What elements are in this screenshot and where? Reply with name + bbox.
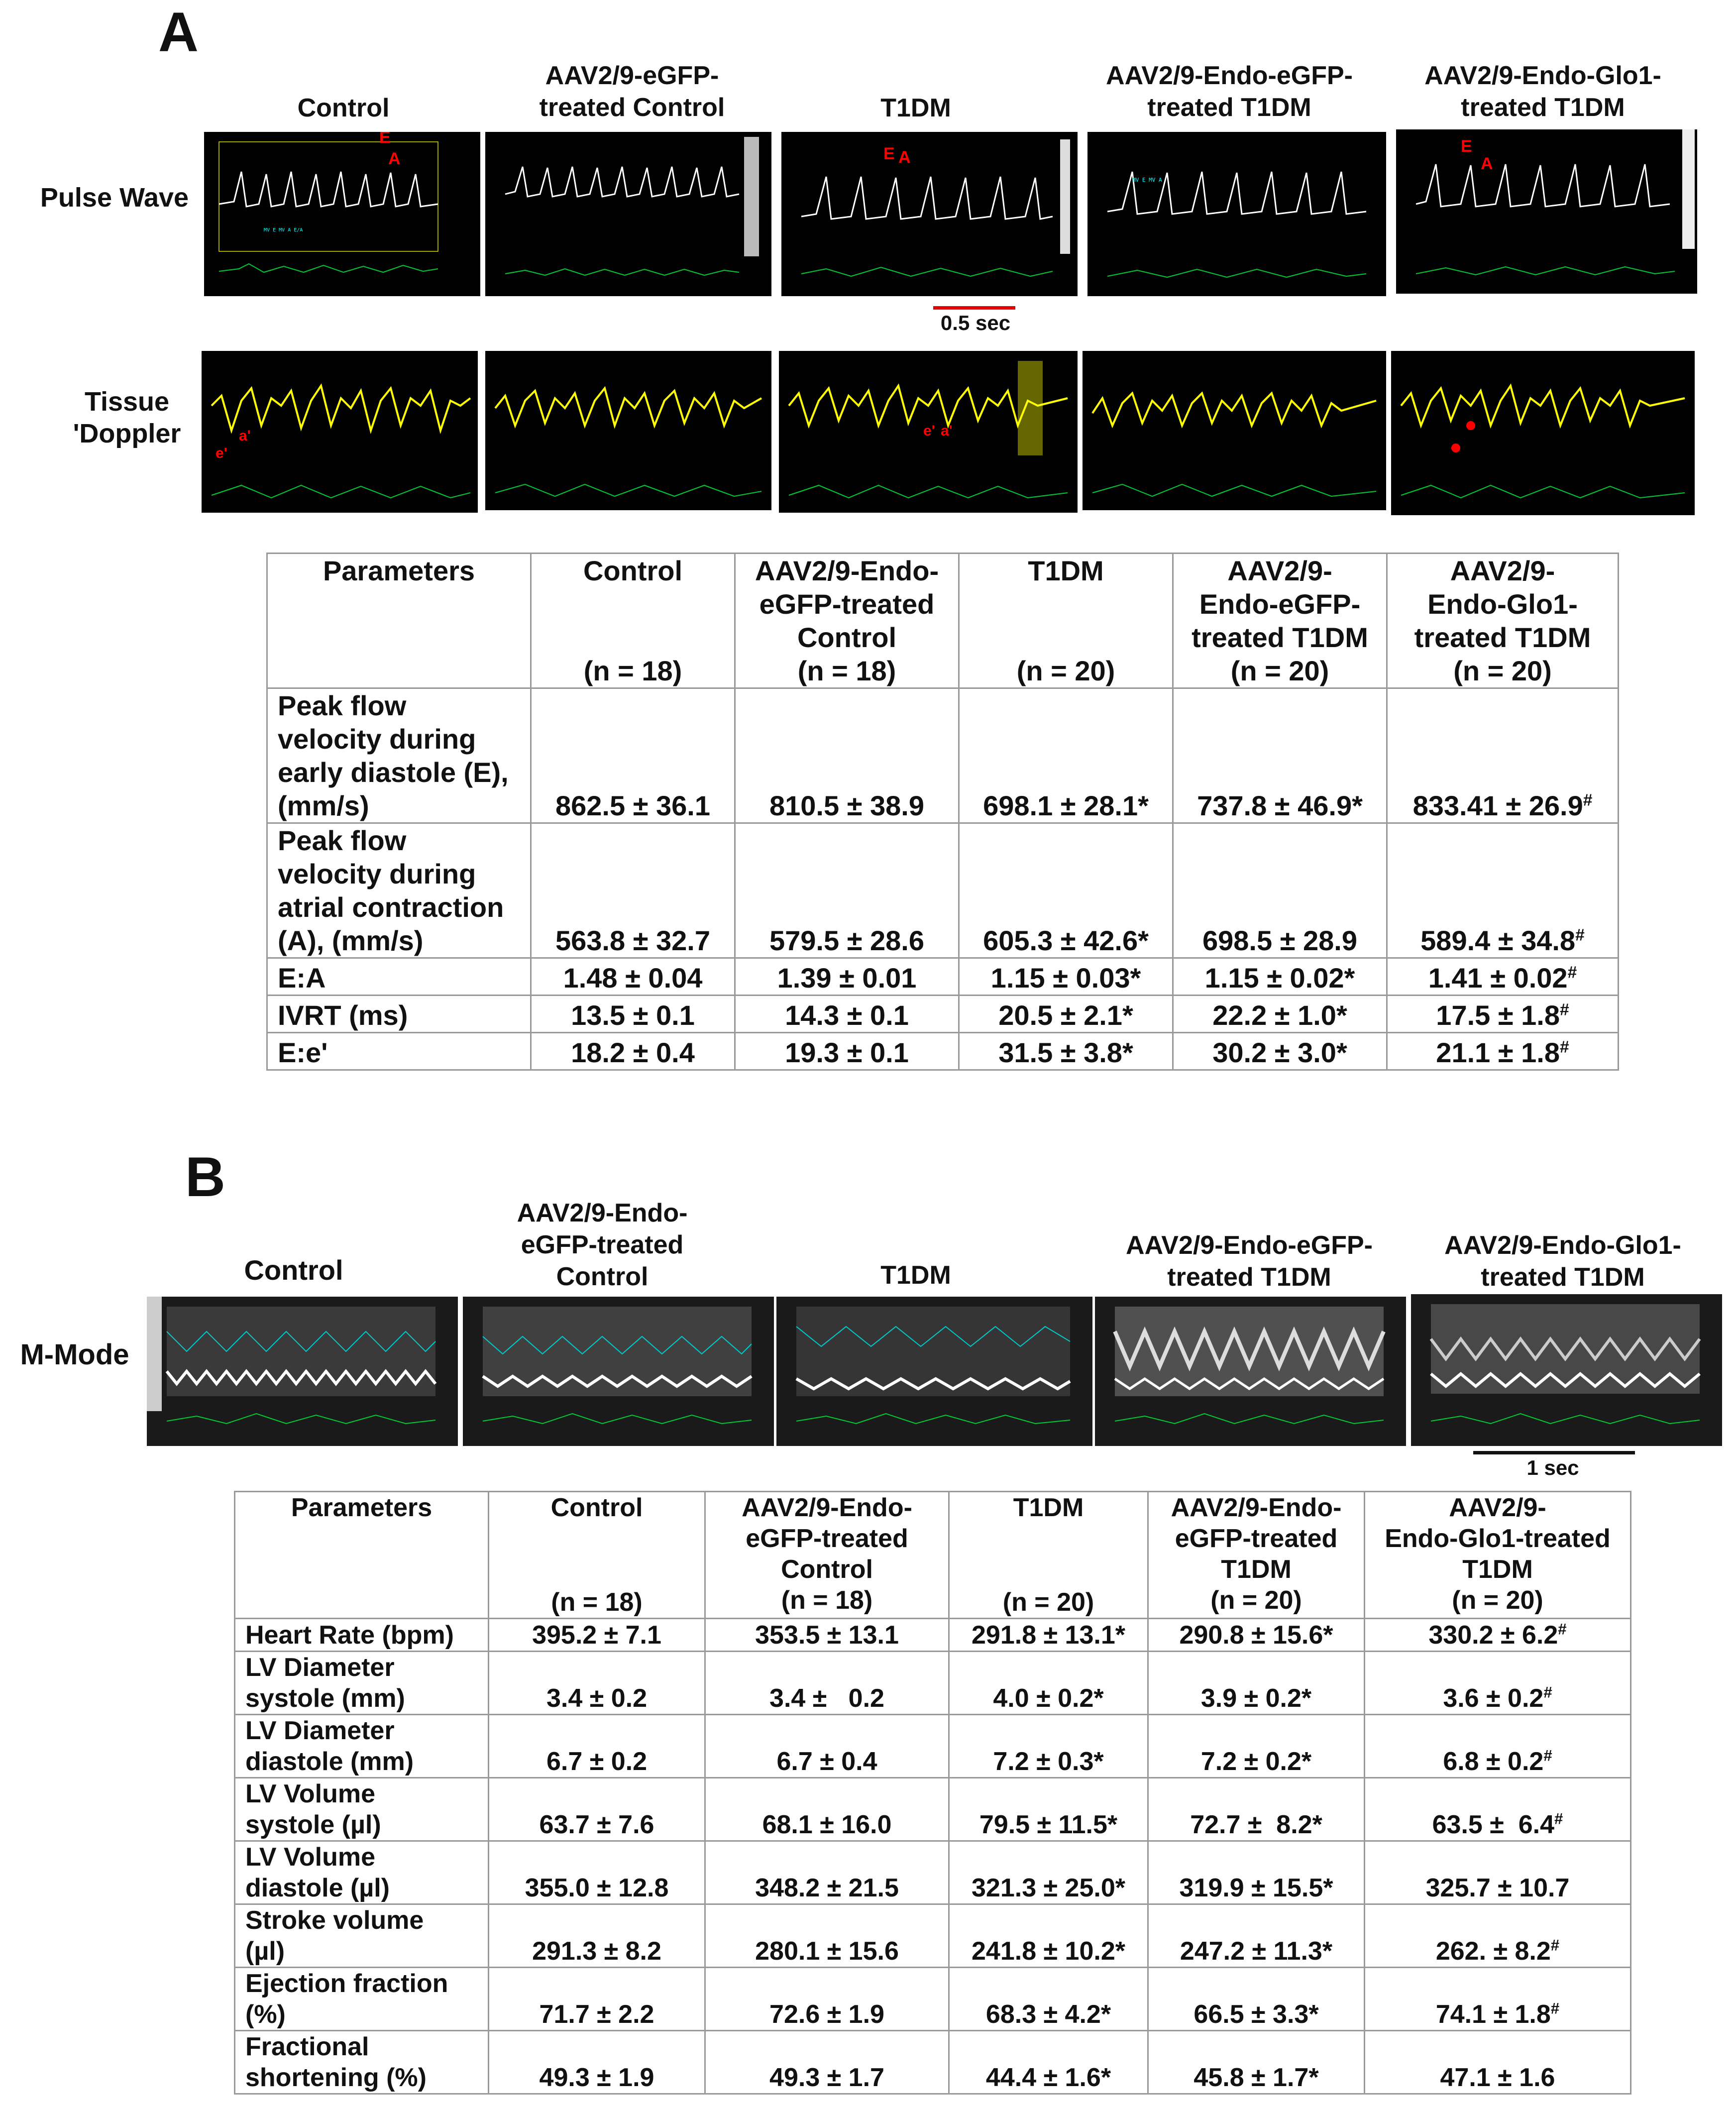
table-b-value-cell: 6.7 ± 0.4 — [705, 1715, 949, 1778]
table-a-row — [267, 1033, 1619, 1070]
table-a-value-cell: 579.5 ± 28.6 — [735, 823, 959, 958]
tissue-doppler-image-endo-egfp-t1dm — [1083, 351, 1386, 510]
b-col-header-control: Control — [244, 1254, 343, 1286]
table-b-value-cell: 3.4 ± 0.2 — [705, 1652, 949, 1715]
table-b-value-cell: 72.7 ± 8.2* — [1148, 1778, 1365, 1841]
table-a-param-cell: E:e' — [267, 1033, 531, 1070]
table-b-m-mode-parameters — [234, 1491, 1631, 2095]
a-col-header-t1dm: T1DM — [880, 94, 951, 122]
significance-marker: # — [1554, 1810, 1563, 1828]
table-a-value-cell: 14.3 ± 0.1 — [735, 996, 959, 1033]
table-b-value-cell: 247.2 ± 11.3* — [1148, 1904, 1365, 1968]
table-a-value-cell: 563.8 ± 32.7 — [531, 823, 735, 958]
pulse-wave-image-endo-glo1-t1dm — [1396, 129, 1697, 294]
table-b-value-cell: 71.7 ± 2.2 — [489, 1968, 705, 2031]
a-col-header-control: Control — [297, 94, 390, 122]
table-b-value-cell: 262. ± 8.2# — [1365, 1904, 1631, 1968]
panel-a-letter: A — [158, 1, 199, 63]
table-a-value-cell: 21.1 ± 1.8# — [1387, 1033, 1619, 1070]
pulse-wave-image-control — [204, 132, 480, 296]
b-col-header-t1dm: T1DM — [880, 1261, 951, 1290]
row-label-tissue-doppler: Tissue 'Doppler — [73, 387, 181, 448]
table-b-value-cell: 319.9 ± 15.5* — [1148, 1841, 1365, 1904]
table-b-value-cell: 63.5 ± 6.4# — [1365, 1778, 1631, 1841]
marker-A-glo1: A — [1481, 154, 1493, 173]
tissue-doppler-image-t1dm — [779, 351, 1078, 513]
table-b-row — [235, 1841, 1631, 1904]
pulse-wave-image-endo-egfp-t1dm — [1087, 132, 1386, 296]
table-b-value-cell: 353.5 ± 13.1 — [705, 1619, 949, 1652]
table-a-value-cell: 833.41 ± 26.9# — [1387, 688, 1619, 823]
table-a-header-t1dm: T1DM (n = 20) — [959, 554, 1173, 688]
b-col-header-endo-glo1-t1dm: AAV2/9-Endo-Glo1- treated T1DM — [1444, 1231, 1681, 1292]
table-b-value-cell: 72.6 ± 1.9 — [705, 1968, 949, 2031]
marker-A-t1dm: A — [898, 148, 911, 167]
table-a-param-cell: Peak flow velocity during atrial contraction (A), (mm/s) — [267, 823, 531, 958]
table-a-header-control: Control (n = 18) — [531, 554, 735, 688]
table-b-value-cell: 66.5 ± 3.3* — [1148, 1968, 1365, 2031]
m-mode-image-control — [147, 1297, 458, 1446]
significance-marker: # — [1560, 1000, 1569, 1019]
table-a-value-cell: 1.15 ± 0.03* — [959, 958, 1173, 996]
table-a-value-cell: 17.5 ± 1.8# — [1387, 996, 1619, 1033]
table-a-value-cell: 698.5 ± 28.9 — [1173, 823, 1387, 958]
table-a-value-cell: 30.2 ± 3.0* — [1173, 1033, 1387, 1070]
significance-marker: # — [1543, 1747, 1552, 1765]
table-b-param-cell: Ejection fraction (%) — [235, 1968, 489, 2031]
m-mode-image-endo-egfp-t1dm — [1095, 1297, 1406, 1446]
table-b-param-cell: LV Volume systole (µl) — [235, 1778, 489, 1841]
marker-E-control: E — [379, 132, 391, 147]
table-b-param-cell: Stroke volume (µl) — [235, 1904, 489, 1968]
significance-marker: # — [1558, 1620, 1567, 1638]
table-b-header-t1dm: T1DM (n = 20) — [949, 1492, 1148, 1619]
significance-marker: # — [1583, 791, 1593, 810]
a-col-header-endo-glo1-t1dm: AAV2/9-Endo-Glo1- treated T1DM — [1424, 61, 1661, 122]
table-b-value-cell: 79.5 ± 11.5* — [949, 1778, 1148, 1841]
table-a-value-cell: 1.39 ± 0.01 — [735, 958, 959, 996]
table-b-n-endo-egfp-t1dm: (n = 20) — [1210, 1586, 1302, 1615]
table-a-row — [267, 823, 1619, 958]
table-a-value-cell: 862.5 ± 36.1 — [531, 688, 735, 823]
marker-e-prime-control: e' — [216, 445, 227, 461]
b-col-header-endo-egfp-control: AAV2/9-Endo- eGFP-treated Control — [517, 1199, 688, 1291]
table-b-row — [235, 1715, 1631, 1778]
table-b-value-cell: 355.0 ± 12.8 — [489, 1841, 705, 1904]
table-b-value-cell: 68.3 ± 4.2* — [949, 1968, 1148, 2031]
table-b-value-cell: 280.1 ± 15.6 — [705, 1904, 949, 1968]
table-a-value-cell: 810.5 ± 38.9 — [735, 688, 959, 823]
table-b-value-cell: 291.8 ± 13.1* — [949, 1619, 1148, 1652]
table-a-value-cell: 1.15 ± 0.02* — [1173, 958, 1387, 996]
table-b-value-cell: 395.2 ± 7.1 — [489, 1619, 705, 1652]
table-b-value-cell: 241.8 ± 10.2* — [949, 1904, 1148, 1968]
significance-marker: # — [1543, 1683, 1552, 1701]
table-b-param-cell: Heart Rate (bpm) — [235, 1619, 489, 1652]
table-b-header-endo-egfp-t1dm: AAV2/9-Endo- eGFP-treated T1DM (n = 20) — [1148, 1492, 1365, 1619]
table-b-value-cell: 3.9 ± 0.2* — [1148, 1652, 1365, 1715]
marker-e-prime-t1dm: e' — [923, 423, 935, 439]
significance-marker: # — [1550, 1936, 1560, 1954]
table-a-header-endo-egfp-t1dm: AAV2/9- Endo-eGFP- treated T1DM (n = 20) — [1173, 554, 1387, 688]
table-b-row — [235, 1904, 1631, 1968]
table-b-value-cell: 348.2 ± 21.5 — [705, 1841, 949, 1904]
a-col-header-endo-egfp-t1dm: AAV2/9-Endo-eGFP- treated T1DM — [1106, 61, 1353, 122]
table-b-value-cell: 330.2 ± 6.2# — [1365, 1619, 1631, 1652]
scale-bar-0.5sec-line — [933, 306, 1015, 310]
table-a-value-cell: 737.8 ± 46.9* — [1173, 688, 1387, 823]
a-col-header-egfp-control: AAV2/9-eGFP- treated Control — [539, 61, 725, 122]
significance-marker: # — [1550, 1999, 1560, 2017]
marker-dot-e-glo1 — [1451, 444, 1460, 452]
table-b-value-cell: 4.0 ± 0.2* — [949, 1652, 1148, 1715]
table-b-row — [235, 1778, 1631, 1841]
table-b-value-cell: 325.7 ± 10.7 — [1365, 1841, 1631, 1904]
table-b-value-cell: 291.3 ± 8.2 — [489, 1904, 705, 1968]
table-a-param-cell: Peak flow velocity during early diastole (E), (mm/s) — [267, 688, 531, 823]
table-a-value-cell: 19.3 ± 0.1 — [735, 1033, 959, 1070]
m-mode-image-t1dm — [776, 1297, 1092, 1446]
table-a-row — [267, 958, 1619, 996]
table-a-n-endo-egfp-control: (n = 18) — [797, 655, 896, 686]
table-b-value-cell: 49.3 ± 1.9 — [489, 2031, 705, 2094]
table-b-value-cell: 45.8 ± 1.7* — [1148, 2031, 1365, 2094]
table-b-n-endo-egfp-control: (n = 18) — [781, 1586, 873, 1615]
table-a-doppler-parameters — [266, 553, 1619, 1071]
table-a-value-cell: 22.2 ± 1.0* — [1173, 996, 1387, 1033]
table-b-header-control: Control (n = 18) — [489, 1492, 705, 1619]
table-a-header-endo-egfp-control: AAV2/9-Endo- eGFP-treated Control (n = 18) — [735, 554, 959, 688]
table-b-header-endo-egfp-control: AAV2/9-Endo- eGFP-treated Control (n = 18) — [705, 1492, 949, 1619]
marker-dot-a-glo1 — [1466, 421, 1475, 430]
table-b-value-cell: 321.3 ± 25.0* — [949, 1841, 1148, 1904]
table-a-value-cell: 698.1 ± 28.1* — [959, 688, 1173, 823]
table-a-row — [267, 688, 1619, 823]
significance-marker: # — [1567, 963, 1577, 982]
table-b-param-cell: LV Diameter diastole (mm) — [235, 1715, 489, 1778]
table-b-value-cell: 6.7 ± 0.2 — [489, 1715, 705, 1778]
tissue-doppler-image-control — [202, 351, 478, 513]
pulse-wave-image-t1dm — [781, 132, 1078, 296]
m-mode-image-endo-egfp-control — [463, 1297, 774, 1446]
table-a-n-endo-egfp-t1dm: (n = 20) — [1230, 655, 1329, 686]
tissue-doppler-image-endo-glo1-t1dm — [1391, 351, 1695, 515]
m-mode-image-endo-glo1-t1dm — [1411, 1294, 1722, 1446]
table-b-n-t1dm: (n = 20) — [1002, 1588, 1094, 1617]
b-col-header-endo-egfp-t1dm: AAV2/9-Endo-eGFP- treated T1DM — [1126, 1231, 1373, 1292]
significance-marker: # — [1560, 1038, 1569, 1057]
marker-E-glo1: E — [1461, 137, 1472, 156]
significance-marker: # — [1575, 926, 1585, 945]
marker-A-control: A — [388, 149, 401, 168]
table-a-value-cell: 589.4 ± 34.8# — [1387, 823, 1619, 958]
table-b-n-endo-glo1-t1dm: (n = 20) — [1452, 1586, 1543, 1615]
table-b-value-cell: 6.8 ± 0.2# — [1365, 1715, 1631, 1778]
table-b-value-cell: 63.7 ± 7.6 — [489, 1778, 705, 1841]
table-b-value-cell: 3.6 ± 0.2# — [1365, 1652, 1631, 1715]
svg-text:MV E MV A E/A: MV E MV A E/A — [264, 227, 303, 233]
table-b-value-cell: 290.8 ± 15.6* — [1148, 1619, 1365, 1652]
svg-text:MV E MV A: MV E MV A — [1132, 177, 1162, 183]
marker-a-prime-t1dm: a' — [941, 423, 953, 439]
table-a-param-cell: IVRT (ms) — [267, 996, 531, 1033]
table-b-value-cell: 74.1 ± 1.8# — [1365, 1968, 1631, 2031]
panel-b-letter: B — [185, 1146, 225, 1208]
table-b-row — [235, 1968, 1631, 2031]
table-b-value-cell: 44.4 ± 1.6* — [949, 2031, 1148, 2094]
table-b-header-endo-glo1-t1dm: AAV2/9- Endo-Glo1-treated T1DM (n = 20) — [1365, 1492, 1631, 1619]
table-b-value-cell: 47.1 ± 1.6 — [1365, 2031, 1631, 2094]
table-b-row — [235, 1652, 1631, 1715]
table-b-param-cell: Fractional shortening (%) — [235, 2031, 489, 2094]
table-a-value-cell: 18.2 ± 0.4 — [531, 1033, 735, 1070]
row-label-m-mode: M-Mode — [20, 1338, 129, 1371]
table-a-row — [267, 996, 1619, 1033]
table-a-param-cell: E:A — [267, 958, 531, 996]
table-b-param-cell: LV Volume diastole (µl) — [235, 1841, 489, 1904]
table-b-value-cell: 3.4 ± 0.2 — [489, 1652, 705, 1715]
table-a-value-cell: 1.48 ± 0.04 — [531, 958, 735, 996]
scale-bar-0.5sec-label: 0.5 sec — [940, 311, 1011, 334]
table-b-row — [235, 2031, 1631, 2094]
table-b-row — [235, 1619, 1631, 1652]
scale-bar-1sec-label: 1 sec — [1526, 1456, 1579, 1479]
table-a-header-parameters: Parameters — [267, 554, 531, 688]
row-label-pulse-wave: Pulse Wave — [40, 183, 189, 213]
table-b-param-cell: LV Diameter systole (mm) — [235, 1652, 489, 1715]
table-a-value-cell: 1.41 ± 0.02# — [1387, 958, 1619, 996]
table-b-value-cell: 7.2 ± 0.3* — [949, 1715, 1148, 1778]
table-a-n-endo-glo1-t1dm: (n = 20) — [1453, 655, 1552, 686]
tissue-doppler-image-egfp-control — [485, 351, 771, 510]
table-a-value-cell: 13.5 ± 0.1 — [531, 996, 735, 1033]
marker-E-t1dm: E — [883, 144, 895, 163]
pulse-wave-image-egfp-control — [485, 132, 771, 296]
table-b-value-cell: 49.3 ± 1.7 — [705, 2031, 949, 2094]
table-a-value-cell: 20.5 ± 2.1* — [959, 996, 1173, 1033]
table-a-value-cell: 605.3 ± 42.6* — [959, 823, 1173, 958]
table-a-header-endo-glo1-t1dm: AAV2/9- Endo-Glo1- treated T1DM (n = 20) — [1387, 554, 1619, 688]
table-a-value-cell: 31.5 ± 3.8* — [959, 1033, 1173, 1070]
table-b-value-cell: 68.1 ± 16.0 — [705, 1778, 949, 1841]
table-b-n-control: (n = 18) — [551, 1588, 643, 1617]
table-a-n-t1dm: (n = 20) — [1016, 655, 1115, 686]
scale-bar-1sec-line — [1473, 1451, 1635, 1454]
table-b-header-parameters: Parameters — [235, 1492, 489, 1619]
marker-a-prime-control: a' — [239, 428, 251, 444]
table-a-n-control: (n = 18) — [583, 655, 682, 686]
table-b-value-cell: 7.2 ± 0.2* — [1148, 1715, 1365, 1778]
